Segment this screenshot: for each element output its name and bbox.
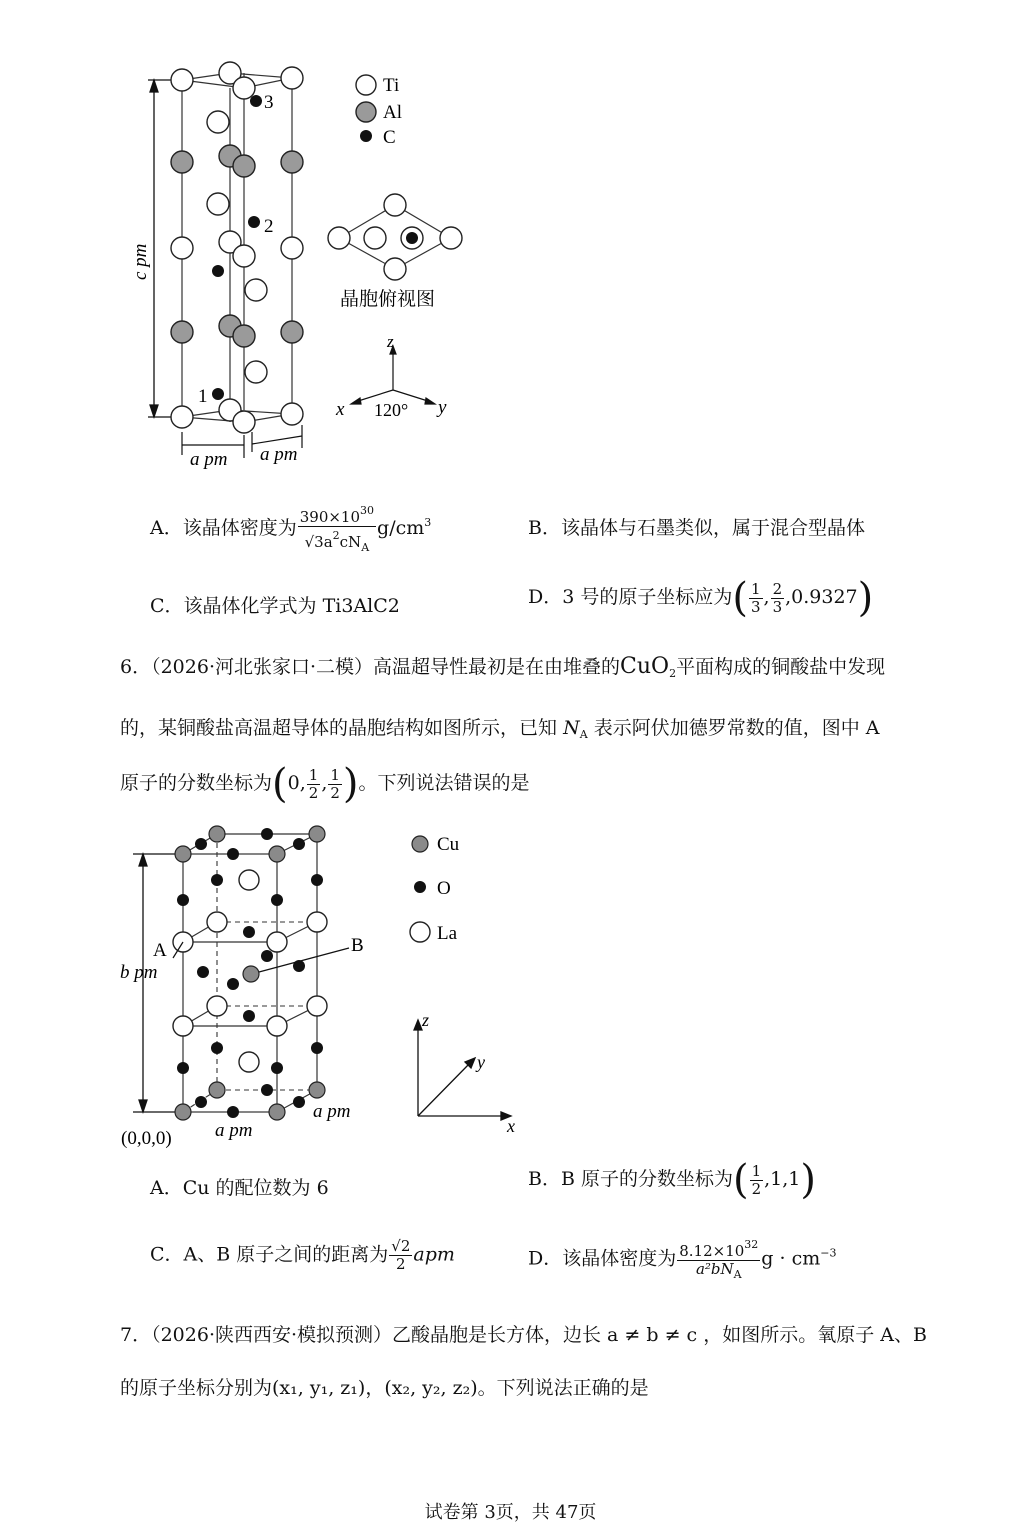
- figure-ti-al-c-cell: [120, 60, 480, 480]
- q7-line-2: 的原子坐标分别为(x₁, y₁, z₁)，(x₂, y₂, z₂)。下列说法正确的是: [120, 1377, 649, 1399]
- origin-label: (0,0,0): [121, 1128, 172, 1149]
- axis-x-2: x: [507, 1116, 515, 1136]
- b-pm-label: b pm: [120, 962, 158, 983]
- legend-ti: Ti: [383, 75, 400, 96]
- top-view-diagram: [328, 194, 462, 280]
- a-pm-label-side: a pm: [313, 1101, 351, 1122]
- axes-indicator: [351, 346, 435, 404]
- axis-y-2: y: [477, 1052, 485, 1072]
- label-atom-b: B: [351, 935, 364, 956]
- top-view-caption: 晶胞俯视图: [340, 289, 436, 310]
- page-footer: 试卷第 3页，共 47页: [424, 1502, 597, 1523]
- q5-option-d: D．3 号的原子坐标应为( $\frac{1}{3}$ , $\frac{2}{3}$ ,0.9327): [528, 575, 874, 621]
- axis-y: y: [438, 397, 447, 418]
- legend-o: O: [437, 878, 451, 899]
- legend-la: La: [437, 923, 458, 944]
- q6-line-2: 的，某铜酸盐高温超导体的晶胞结构如图所示，已知 $N_A$ 表示阿伏加德罗常数的值，图中 A: [120, 717, 880, 741]
- a-pm-label-right: a pm: [260, 444, 298, 465]
- q7-line-1: 7．（2026·陕西西安·模拟预测）乙酸晶胞是长方体，边长 a ≠ b ≠ c ，如图所示。氧原子 A、B: [120, 1324, 927, 1346]
- axis-x: x: [336, 399, 345, 420]
- ti-atoms: [171, 62, 303, 433]
- legend-al: Al: [383, 102, 402, 123]
- a-pm-label-left: a pm: [190, 449, 228, 470]
- angle-label: 120°: [374, 400, 409, 420]
- figure-cuprate-cell: [115, 818, 535, 1153]
- a-pm-label-bottom: a pm: [215, 1120, 253, 1141]
- q5-option-a: A．该晶体密度为 $\frac{390\times 10^{30}}{√3a^2cN_A}$ $g/cm^3$: [150, 504, 432, 554]
- q6-option-c: C．A、B 原子之间的距离为 $\frac{√2}{2}$ apm: [150, 1237, 455, 1273]
- q6-line-1: 6．（2026·河北张家口·二模）高温超导性最初是在由堆叠的CuO$_2$平面构成的铜酸盐中发现: [120, 654, 886, 680]
- q6-option-a: A．Cu 的配位数为 6: [150, 1177, 329, 1199]
- atom-label-1: 1: [198, 386, 208, 407]
- atom-label-3: 3: [264, 92, 274, 113]
- q5-option-c: C．该晶体化学式为 Ti3AlC2: [150, 595, 400, 617]
- axes-indicator-2: [414, 1020, 511, 1120]
- legend-c: C: [383, 127, 396, 148]
- b-dimension-line: [133, 854, 175, 1112]
- axis-z-2: z: [422, 1010, 430, 1030]
- axis-z: z: [387, 332, 394, 351]
- legend-cu: Cu: [437, 834, 460, 855]
- label-atom-a: A: [153, 940, 167, 961]
- atom-label-2: 2: [264, 216, 274, 237]
- q6-line-3: 原子的分数坐标为(0, $\frac{1}{2}$ , $\frac{1}{2}$ )。下列说法错误的是: [120, 761, 530, 807]
- q6-option-b: B．B 原子的分数坐标为( $\frac{1}{2}$ ,1,1): [528, 1157, 816, 1203]
- c-pm-label: c pm: [130, 243, 151, 280]
- q5-option-b: B．该晶体与石墨类似，属于混合型晶体: [528, 517, 865, 539]
- q6-option-d: D．该晶体密度为 $\frac{8.12\times 10^{32}}{a^2bN_A}$ $g \cdot cm^{-3}$: [528, 1238, 837, 1281]
